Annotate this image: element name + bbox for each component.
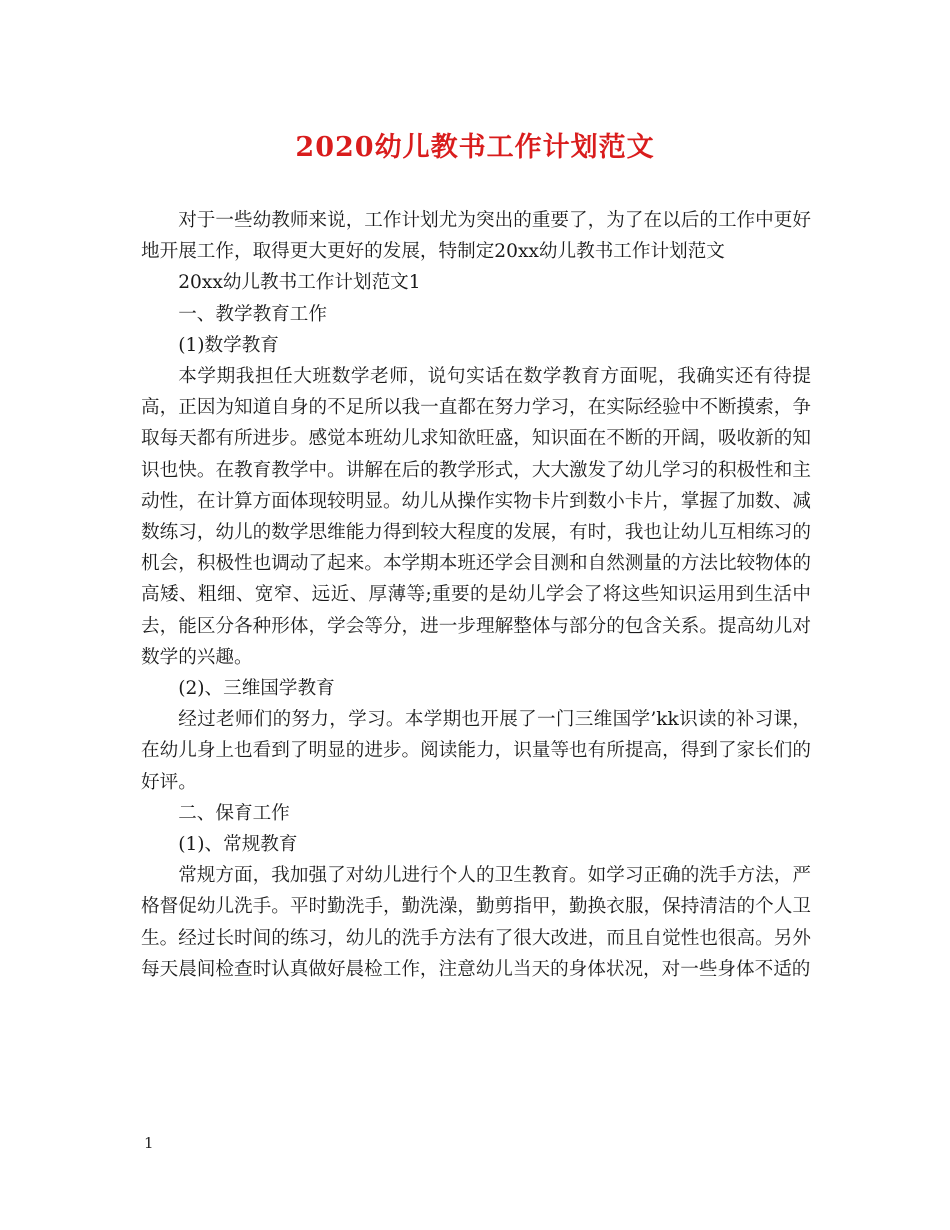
section-heading-teaching: 一、教学教育工作 — [178, 303, 327, 325]
subheading-math-education: (1)数学教育 — [178, 334, 279, 356]
intro-paragraph: 对于一些幼教师来说，工作计划尤为突出的重要了，为了在以后的工作中更好地开展工作，取得更大更好的发展，特制定20xx幼儿教书工作计划范文 — [141, 210, 811, 263]
math-education-paragraph: 本学期我担任大班数学老师，说句实话在数学教育方面呢，我确实还有待提高，正因为知道自身的不足所以我一直都在努力学习，在实际经验中不断摸索，争取每天都有所进步。感觉本班幼儿求知欲旺盛，知识面在不断的开阔，吸收新的知识也快。在教育教学中。讲解在后的教学形式，大大激发了幼儿学习的积极性和主动性，在计算方面体现较明显。幼儿从操作实物卡片到数小卡片，掌握了加数、减数练习，幼儿的数学思维能力得到较大程度的发展，有时，我也让幼儿互相练习的机会，积极性也调动了起来。本学期本班还学会目测和自然测量的方法比较物体的高矮、粗细、宽窄、远近、厚薄等;重要的是幼儿学会了将这些知识运用到生活中去，能区分各种形体，学会等分，进一步理解整体与部分的包含关系。提高幼儿对数学的兴趣。 — [141, 366, 811, 668]
section-heading-care: 二、保育工作 — [178, 802, 290, 824]
subheading-guoxue-education: (2)、三维国学教育 — [178, 678, 335, 700]
document-title: 2020幼儿教书工作计划范文 — [295, 132, 655, 163]
routine-education-paragraph: 常规方面，我加强了对幼儿进行个人的卫生教育。如学习正确的洗手方法，严格督促幼儿洗手。平时勤洗手，勤洗澡，勤剪指甲，勤换衣服，保持清洁的个人卫生。经过长时间的练习，幼儿的洗手方法有了很大改进，而且自觉性也很高。另外每天晨间检查时认真做好晨检工作，注意幼儿当天的身体状况，对一些身体不适的 — [141, 865, 811, 980]
page-number: 1 — [144, 1134, 154, 1152]
subheading-routine-education: (1)、常规教育 — [178, 834, 298, 856]
document-body — [141, 205, 811, 985]
section-heading-plan-1: 20xx幼儿教书工作计划范文1 — [178, 272, 421, 294]
guoxue-education-paragraph: 经过老师们的努力，学习。本学期也开展了一门三维国学’kk识读的补习课，在幼儿身上也看到了明显的进步。阅读能力，识量等也有所提高，得到了家长们的好评。 — [141, 709, 811, 793]
